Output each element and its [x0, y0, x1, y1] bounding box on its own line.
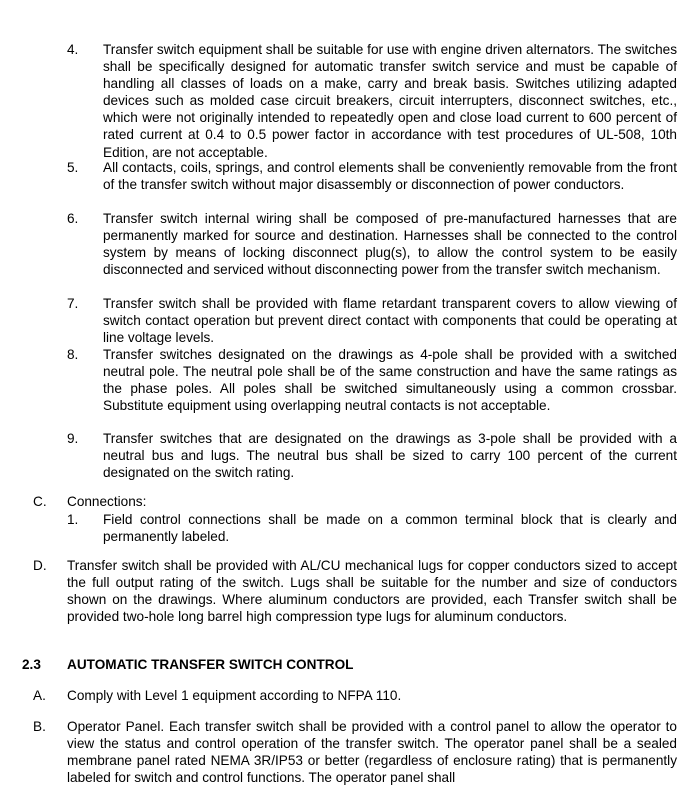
item-text: Operator Panel. Each transfer switch shall be provided with a control panel to allow the operator to view the status and control operation of the transfer switch. The operator panel shall be a sealed membrane panel rated NEMA 3R/IP53 or better (regardless of enclosure rating) that is permanently labeled for switch and control functions. The operator panel shall	[67, 719, 677, 786]
item-number: 1.	[67, 512, 79, 527]
item-text: Field control connections shall be made on a common terminal block that is clearly and permanently labeled.	[103, 512, 677, 545]
item-number: 7.	[67, 296, 79, 311]
item-text: Transfer switch equipment shall be suitable for use with engine driven alternators. The switches shall be specifically designed for automatic transfer switch service and must be capable of handling all classes of loads on a make, carry and break basis. Switches utilizing adapted devices such as molded case circuit breakers, circuit interrupters, disconnect switches, etc., which were not originally intended to repeatedly open and close load current to 600 percent of rated current at 0.4 to 0.5 power factor in accordance with test procedures of UL-508, 10th Edition, are not acceptable.	[103, 42, 677, 160]
item-text: Transfer switches that are designated on the drawings as 3-pole shall be provided with a neutral bus and lugs. The neutral bus shall be sized to carry 100 percent of the current designated on the switch rating.	[103, 431, 677, 481]
item-text: All contacts, coils, springs, and control elements shall be conveniently removable from the front of the transfer switch without major disassembly or disconnection of power conductors.	[103, 160, 677, 193]
item-letter: B.	[33, 719, 46, 734]
item-text: Transfer switches designated on the drawings as 4-pole shall be provided with a switched neutral pole. The neutral pole shall be of the same construction and have the same ratings as the phase poles. All poles shall be switched simultaneously using a common crossbar. Substitute equipment using overlapping neutral contacts is not acceptable.	[103, 347, 677, 414]
section-letter: C.	[33, 494, 47, 509]
section-title: Connections:	[67, 494, 147, 509]
item-number: 6.	[67, 211, 79, 226]
item-text: Transfer switch shall be provided with flame retardant transparent covers to allow viewing of switch contact operation but prevent direct contact with components that could be operating at line voltage levels.	[103, 296, 677, 346]
item-number: 5.	[67, 160, 79, 175]
item-number: 8.	[67, 347, 79, 362]
item-letter: A.	[33, 688, 46, 703]
article-title: AUTOMATIC TRANSFER SWITCH CONTROL	[67, 657, 354, 672]
item-text: Comply with Level 1 equipment according to NFPA 110.	[67, 688, 402, 703]
item-number: 9.	[67, 431, 79, 446]
section-text: Transfer switch shall be provided with AL/CU mechanical lugs for copper conductors sized to accept the full output rating of the switch. Lugs shall be suitable for the number and size of conductors shown on the drawings. Where aluminum conductors are provided, each Transfer switch shall be provided two-hole long barrel high compression type lugs for aluminum conductors.	[67, 558, 677, 625]
item-number: 4.	[67, 42, 79, 57]
section-letter: D.	[33, 558, 47, 573]
article-number: 2.3	[22, 657, 41, 672]
item-text: Transfer switch internal wiring shall be composed of pre-manufactured harnesses that are permanently marked for source and destination. Harnesses shall be connected to the control system by means of locking disconnect plug(s), to allow the control system to be easily disconnected and serviced without disconnecting power from the transfer switch mechanism.	[103, 211, 677, 278]
